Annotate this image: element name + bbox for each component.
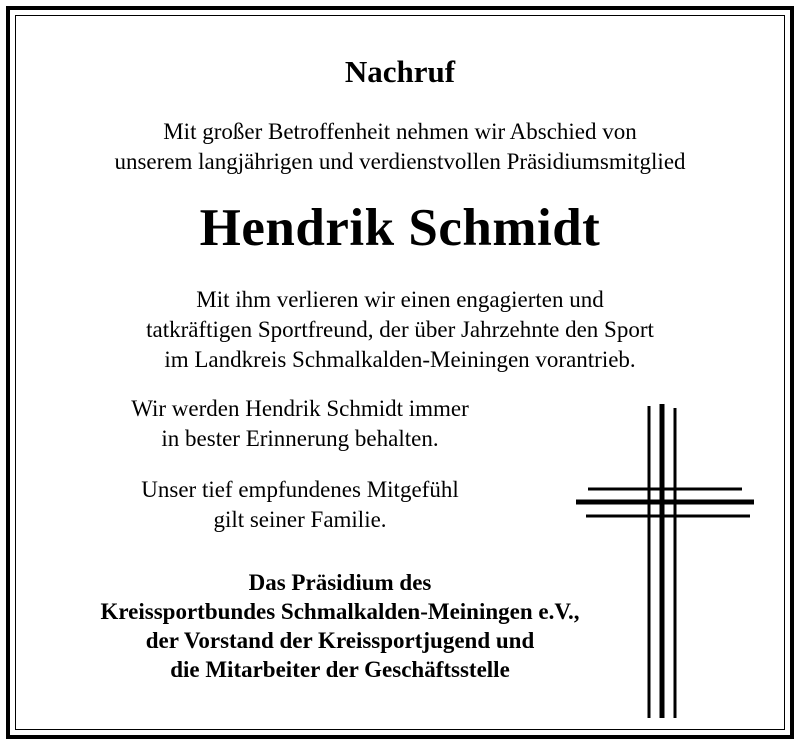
- cross-icon: [570, 400, 760, 720]
- signature-line: die Mitarbeiter der Geschäftsstelle: [170, 657, 510, 682]
- deceased-name: Hendrik Schmidt: [199, 199, 601, 257]
- sympathy-line: Unser tief empfundenes Mitgefühl: [141, 477, 459, 502]
- signature-block: [30, 568, 650, 684]
- memory-line: Wir werden Hendrik Schmidt immer: [131, 396, 469, 421]
- signature-line: Das Präsidium des: [248, 570, 432, 595]
- signature-line: Kreissportbundes Schmalkalden-Meiningen e.V.,: [100, 599, 580, 624]
- sympathy-line: gilt seiner Familie.: [213, 507, 387, 532]
- intro-line: Mit großer Betroffenheit nehmen wir Abschied von: [163, 119, 637, 144]
- signature-line: der Vorstand der Kreissportjugend und: [145, 628, 535, 653]
- sympathy-text: [50, 475, 550, 535]
- tribute-text: [0, 285, 800, 375]
- tribute-line: im Landkreis Schmalkalden-Meiningen vorantrieb.: [164, 347, 636, 372]
- intro-text: [0, 117, 800, 177]
- intro-line: unserem langjährigen und verdienstvollen Präsidiumsmitglied: [114, 149, 686, 174]
- tribute-line: Mit ihm verlieren wir einen engagierten und: [196, 287, 604, 312]
- notice-title: Nachruf: [344, 54, 456, 89]
- memory-line: in bester Erinnerung behalten.: [161, 426, 439, 451]
- tribute-line: tatkräftigen Sportfreund, der über Jahrzehnte den Sport: [146, 317, 654, 342]
- memory-text: [50, 394, 550, 454]
